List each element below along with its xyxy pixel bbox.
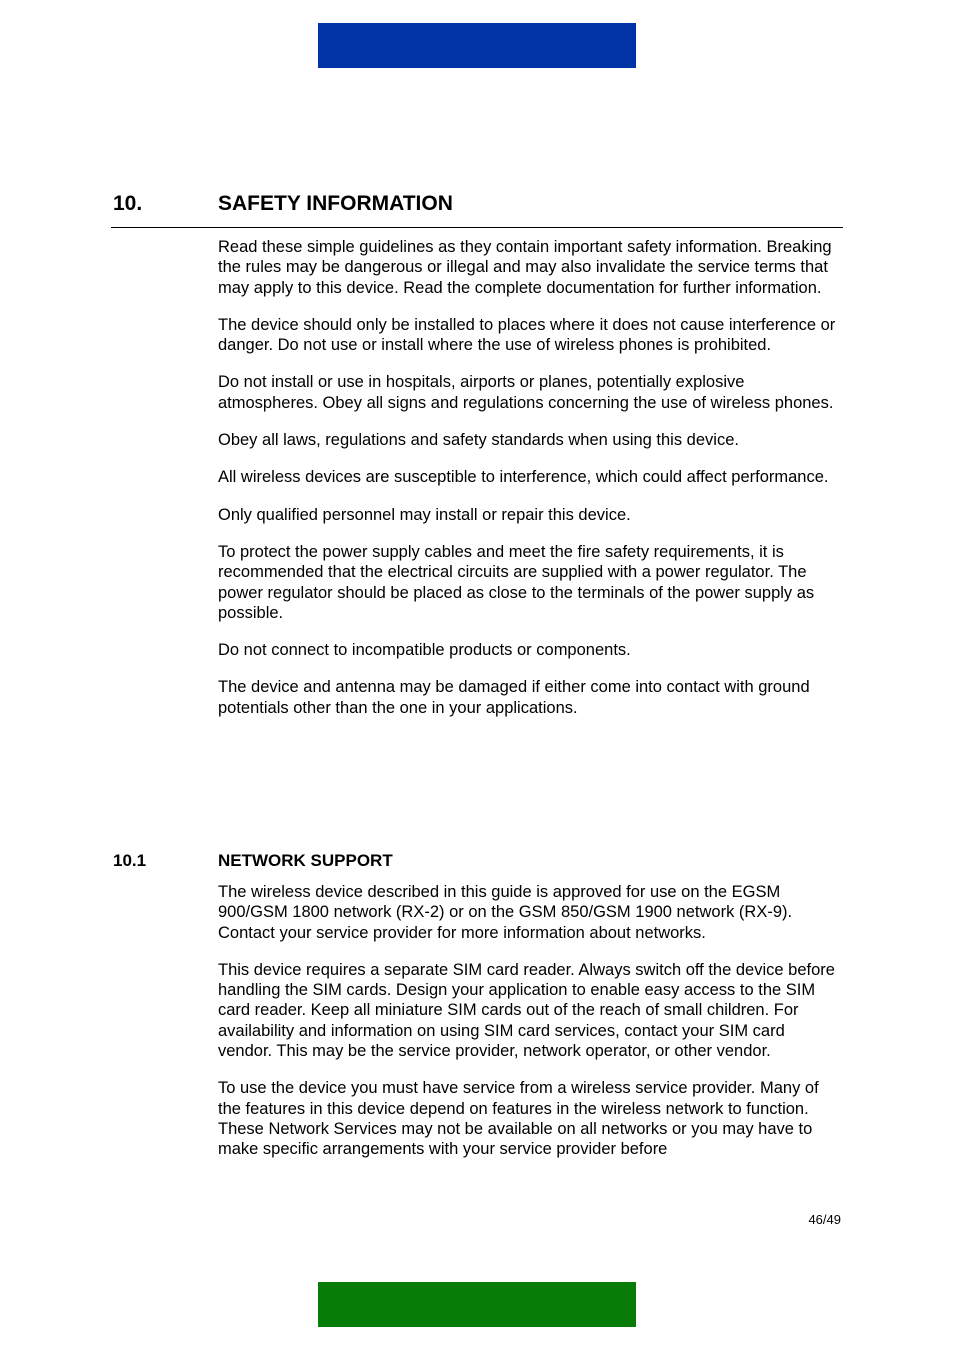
- page-number: 46/49: [808, 1212, 841, 1227]
- paragraph: Do not install or use in hospitals, airports or planes, potentially explosive atmospheres. Obey all signs and regulations concerning the use of wireless phones.: [218, 373, 834, 412]
- subsection-body: [218, 882, 843, 1177]
- paragraph: This device requires a separate SIM card reader. Always switch off the device before handling the SIM cards. Design your application to enable easy access to the SIM card reader. Keep all miniature SIM cards out of the reach of small children. For availability and information on using SIM card services, contact your SIM card vendor. This may be the service provider, network operator, or other vendor.: [218, 960, 835, 1061]
- footer-bar: [318, 1282, 636, 1327]
- header-bar: [318, 23, 636, 68]
- paragraph: The device should only be installed to places where it does not cause interference or danger. Do not use or install where the use of wireless phones is prohibited.: [218, 315, 836, 355]
- paragraph: The device and antenna may be damaged if either come into contact with ground potentials other than the one in your applications.: [218, 678, 810, 717]
- paragraph: To use the device you must have service from a wireless service provider. Many of the features in this device depend on features in the wireless network to function. These Network Services may not be available on all networks or you may have to make specific arrangements with your service provider before: [218, 1079, 819, 1159]
- paragraph: Do not connect to incompatible products or components.: [218, 641, 631, 660]
- heading-rule: [111, 227, 843, 228]
- paragraph: Obey all laws, regulations and safety standards when using this device.: [218, 431, 739, 450]
- paragraph: To protect the power supply cables and meet the fire safety requirements, it is recommended that the electrical circuits are supplied with a power regulator. The power regulator should be placed as close to the terminals of the power supply as possible.: [218, 542, 815, 622]
- paragraph: Only qualified personnel may install or repair this device.: [218, 505, 631, 524]
- paragraph: Read these simple guidelines as they contain important safety information. Breaking the rules may be dangerous or illegal and may also invalidate the service terms that may apply to this device. Read the complete documentation for further information.: [218, 238, 832, 297]
- section-body: [218, 237, 843, 735]
- subsection-title: NETWORK SUPPORT: [218, 851, 393, 870]
- section-number: 10.: [113, 192, 143, 215]
- section-title: SAFETY INFORMATION: [218, 192, 453, 215]
- paragraph: The wireless device described in this guide is approved for use on the EGSM 900/GSM 1800 network (RX-2) or on the GSM 850/GSM 1900 network (RX-9). Contact your service provider for more information about networks.: [218, 883, 793, 942]
- paragraph: All wireless devices are susceptible to interference, which could affect performance.: [218, 468, 829, 487]
- subsection-number: 10.1: [113, 851, 147, 870]
